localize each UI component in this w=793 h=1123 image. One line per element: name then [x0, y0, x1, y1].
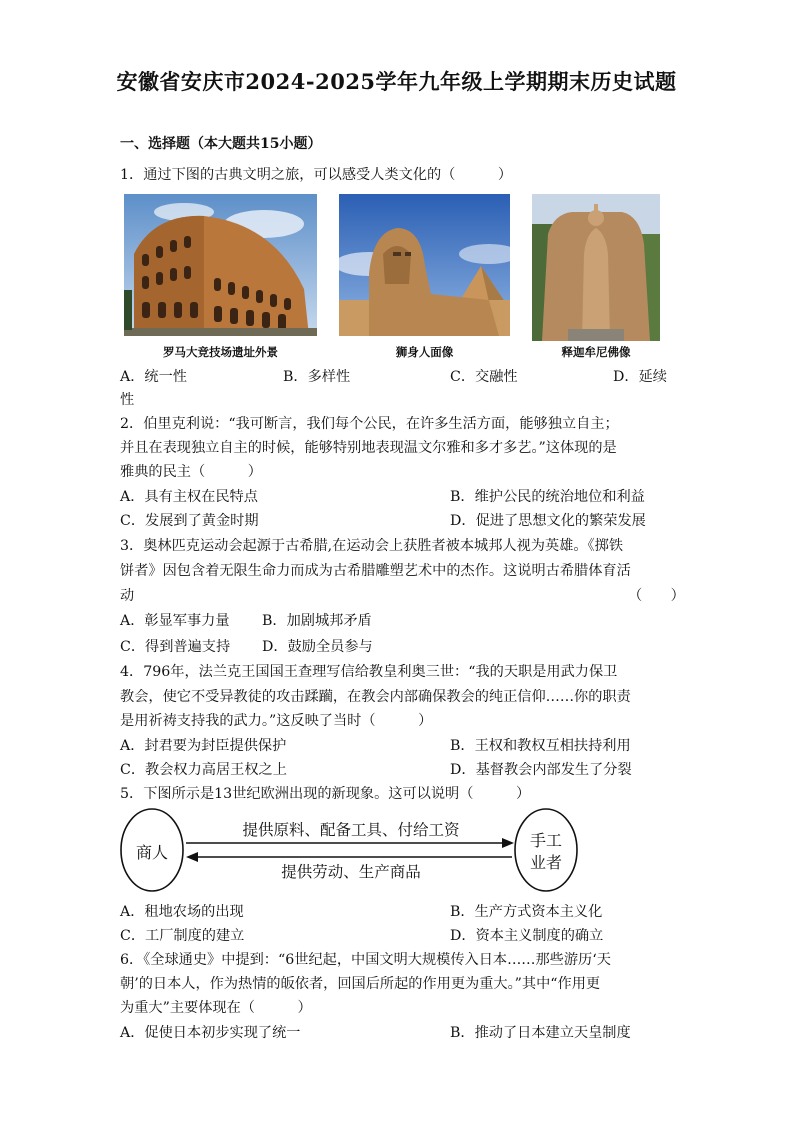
buddha-statue-image [532, 194, 660, 341]
q3-option-a[interactable]: A．彰显军事力量 [120, 613, 230, 629]
q1-option-a[interactable]: A．统一性 [120, 369, 187, 385]
q4-option-d[interactable]: D．基督教会内部发生了分裂 [450, 762, 632, 778]
q2-option-d[interactable]: D．促进了思想文化的繁荣发展 [450, 513, 646, 529]
q5-option-a[interactable]: A．租地农场的出现 [120, 904, 244, 920]
q4-stem-line-1: 4．796年，法兰克王国国王查理写信给教皇利奥三世：“我的天职是用武力保卫 [120, 664, 618, 680]
section-header: 一、选择题（本大题共15小题） [120, 136, 322, 152]
q3-stem-line-1: 3．奥林匹克运动会起源于古希腊,在运动会上获胜者被本城邦人视为英雄。《掷铁 [120, 538, 624, 554]
q3-stem-line-2: 饼者》因包含着无限生命力而成为古希腊雕塑艺术中的杰作。这说明古希腊体育活 [120, 563, 631, 579]
q6-stem-line-1: 6．《全球通史》中提到：“6世纪起，中国文明大规模传入日本……那些游历‘天 [120, 952, 611, 968]
q4-stem-line-2: 教会，使它不受异教徒的攻击蹂躏，在教会内部确保教会的纯正信仰……你的职责 [120, 689, 631, 705]
q6-stem-line-3: 为重大”主要体现在（ ） [120, 1000, 312, 1016]
q2-option-a[interactable]: A．具有主权在民特点 [120, 489, 258, 505]
q5-stem: 5．下图所示是13世纪欧洲出现的新现象。这可以说明（ ） [120, 786, 531, 802]
q6-stem-line-2: 朝’的日本人，作为热情的皈依者，回国后所起的作用更为重大。”其中“作用更 [120, 976, 601, 992]
q1-option-b[interactable]: B．多样性 [283, 369, 351, 385]
artisan-label-line-1: 手工 [529, 831, 562, 850]
q2-option-b[interactable]: B．维护公民的统治地位和利益 [450, 489, 645, 505]
q4-option-a[interactable]: A．封君要为封臣提供保护 [120, 738, 287, 754]
q6-option-b[interactable]: B．推动了日本建立天皇制度 [450, 1025, 631, 1041]
q1-option-d-continued: 性 [120, 392, 135, 408]
merchant-label: 商人 [135, 843, 168, 862]
q2-stem-line-3: 雅典的民主（ ） [120, 464, 262, 480]
q1-option-d[interactable]: D．延续 [613, 369, 667, 385]
q5-option-d[interactable]: D．资本主义制度的确立 [450, 928, 604, 944]
q4-option-c[interactable]: C．教会权力高居王权之上 [120, 762, 287, 778]
q3-option-c[interactable]: C．得到普遍支持 [120, 639, 231, 655]
q3-option-b[interactable]: B．加剧城邦矛盾 [262, 613, 372, 629]
colosseum-caption: 罗马大竞技场遗址外景 [163, 345, 278, 359]
q2-stem-line-2: 并且在表现独立自主的时候，能够特别地表现温文尔雅和多才多艺。”这体现的是 [120, 440, 617, 456]
q3-answer-paren: （ ） [628, 588, 685, 604]
q3-stem-line-3: 动 [120, 588, 135, 604]
q3-option-d[interactable]: D．鼓励全员参与 [262, 639, 373, 655]
top-arrow-label: 提供原料、配备工具、付给工资 [242, 821, 460, 839]
colosseum-image [124, 194, 317, 336]
bottom-arrow-label: 提供劳动、生产商品 [281, 863, 421, 881]
q5-diagram [118, 806, 582, 896]
q2-stem-line-1: 2．伯里克利说：“我可断言，我们每个公民，在许多生活方面，能够独立自主； [120, 416, 619, 432]
q1-stem: 1．通过下图的古典文明之旅，可以感受人类文化的（ ） [120, 167, 513, 183]
q5-option-c[interactable]: C．工厂制度的建立 [120, 928, 245, 944]
q2-option-c[interactable]: C．发展到了黄金时期 [120, 513, 259, 529]
buddha-caption: 释迦牟尼佛像 [561, 345, 631, 359]
sphinx-caption: 狮身人面像 [395, 345, 454, 359]
sphinx-image [339, 194, 510, 336]
q1-option-c[interactable]: C．交融性 [450, 369, 518, 385]
q5-option-b[interactable]: B．生产方式资本主义化 [450, 904, 603, 920]
page-title: 安徽省安庆市2024-2025学年九年级上学期期末历史试题 [116, 69, 677, 94]
artisan-label-line-2: 业者 [529, 853, 562, 872]
q6-option-a[interactable]: A．促使日本初步实现了统一 [120, 1025, 301, 1041]
q4-option-b[interactable]: B．王权和教权互相扶持利用 [450, 738, 631, 754]
q4-stem-line-3: 是用祈祷支持我的武力。”这反映了当时（ ） [120, 713, 433, 729]
